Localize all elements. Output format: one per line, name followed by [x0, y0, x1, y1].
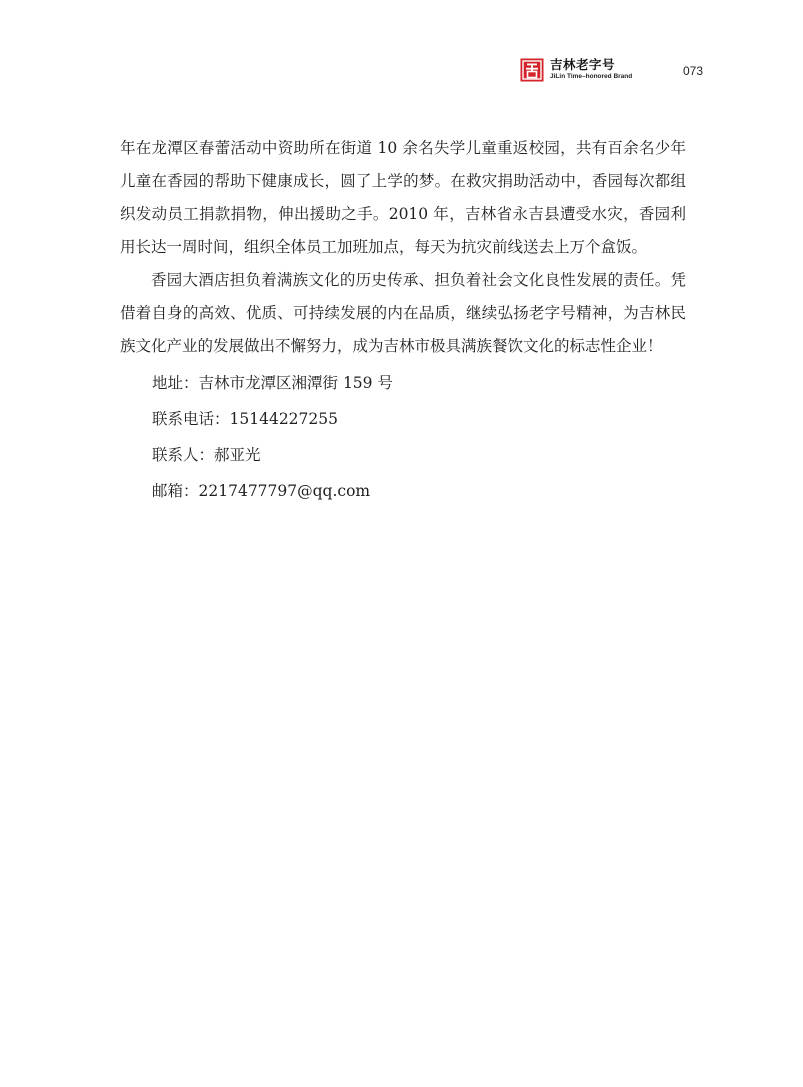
page-header [520, 57, 720, 87]
brand-title [550, 59, 670, 80]
contact-info [120, 365, 686, 509]
person-label: 联系人： [152, 446, 215, 464]
address-value: 吉林市龙潭区湘潭街 159 号 [198, 374, 393, 392]
brand-english-name: JiLin Time–honored Brand [550, 72, 633, 80]
page-number: 073 [683, 64, 704, 78]
contact-address [152, 365, 686, 401]
contact-email [152, 473, 686, 509]
phone-value: 15144227255 [229, 410, 338, 428]
contact-person [152, 437, 686, 473]
paragraph-charity: 年在龙潭区春蕾活动中资助所在街道 10 余名失学儿童重返校园，共有百余名少年儿童在香园的帮助下健康成长，圆了上学的梦。在救灾捐助活动中，香园每次都组织发动员工捐款捐物，伸出援助之手。2010 年，吉林省永吉县遭受水灾，香园利用长达一周时间，组织全体员工加班加点，每天为抗灾前线送去上万个盒饭。 [120, 139, 686, 256]
address-label: 地址： [152, 374, 199, 392]
paragraph-mission: 香园大酒店担负着满族文化的历史传承、担负着社会文化良性发展的责任。凭借着自身的高效、优质、可持续发展的内在品质，继续弘扬老字号精神，为吉林民族文化产业的发展做出不懈努力，成为吉林市极具满族餐饮文化的标志性企业！ [120, 271, 686, 355]
jilin-seal-logo-icon [520, 58, 544, 82]
person-value: 郝亚光 [214, 446, 261, 464]
page-body [120, 132, 686, 509]
email-value: 2217477797@qq.com [198, 482, 371, 500]
email-label: 邮箱： [152, 482, 199, 500]
contact-phone [152, 401, 686, 437]
brand-chinese-name: 吉林老字号 [550, 57, 616, 72]
phone-label: 联系电话： [152, 410, 230, 428]
